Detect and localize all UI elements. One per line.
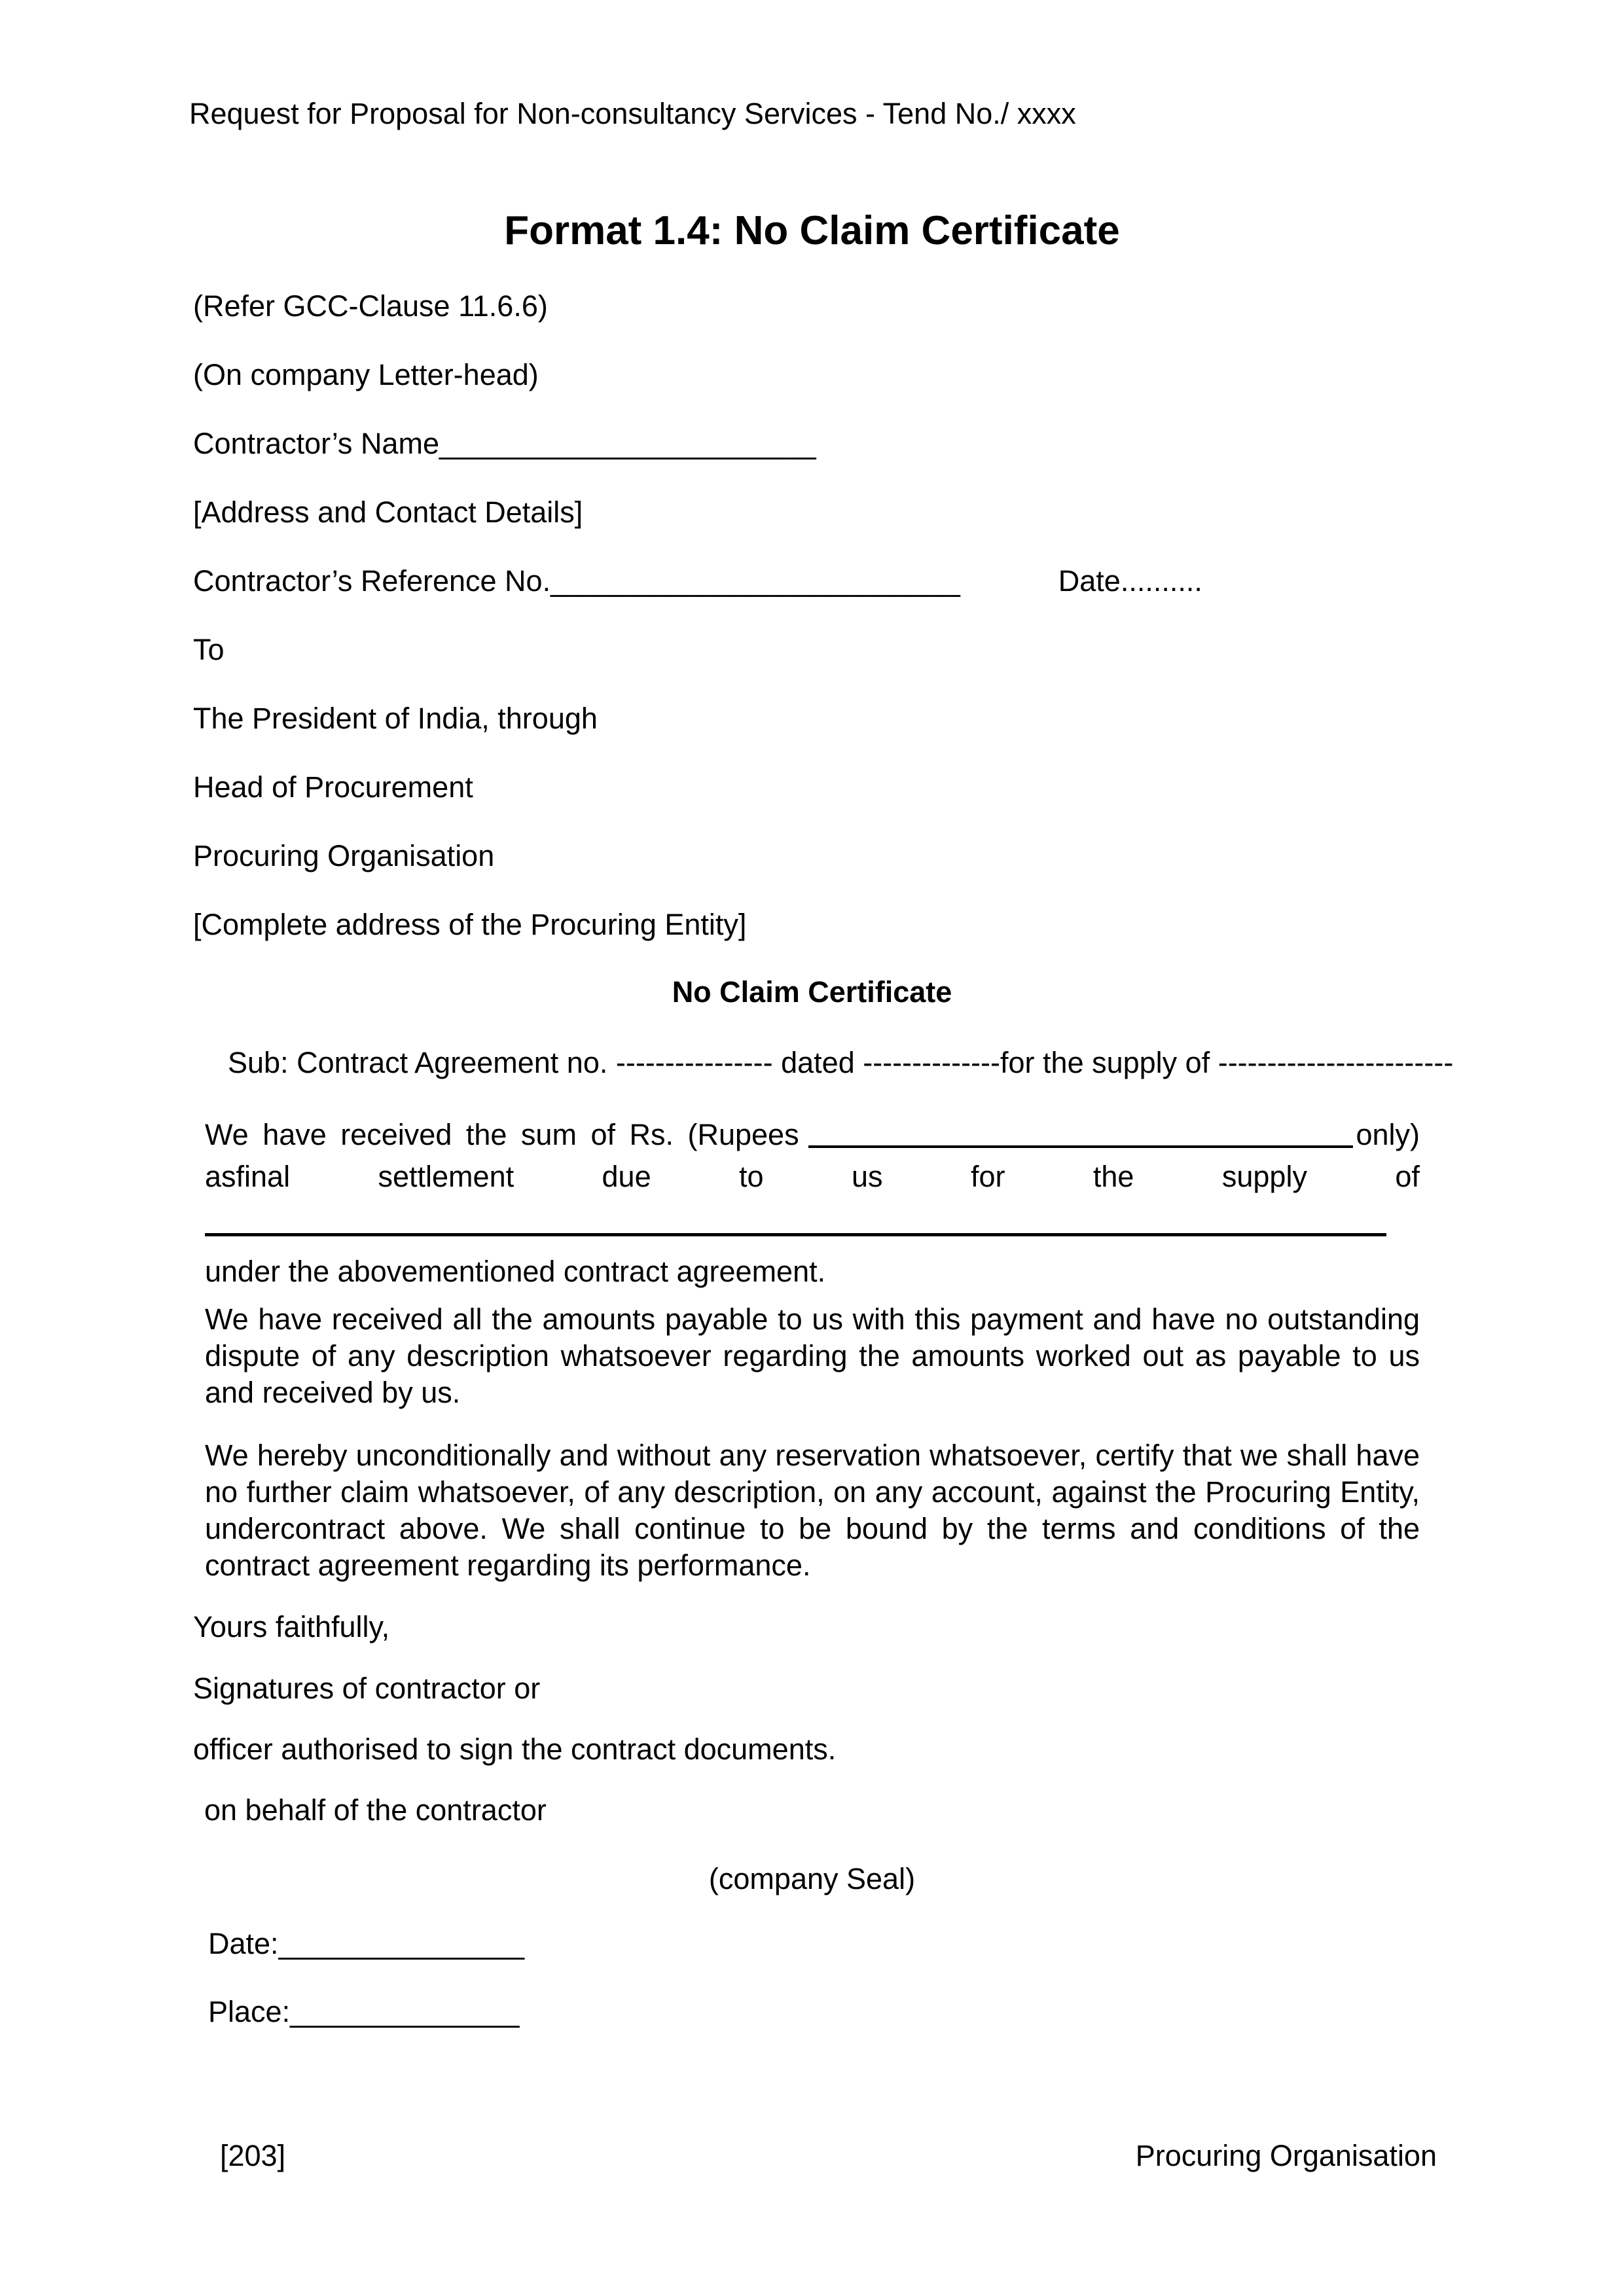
date-blank-line: _______________ (278, 1927, 524, 1960)
addressee-president-line: The President of India, through (193, 702, 598, 735)
letterhead-line: (On company Letter-head) (193, 358, 539, 391)
closing-yours-faithfully: Yours faithfully, (193, 1610, 390, 1643)
contractor-name-row (193, 425, 816, 462)
contractor-name-label: Contractor’s Name (193, 427, 439, 460)
addressee-address-line: [Complete address of the Procuring Entity] (193, 908, 747, 941)
contractor-reference-label: Contractor’s Reference No. (193, 564, 551, 598)
spread-word: due (602, 1160, 651, 1193)
refer-clause-line: (Refer GCC-Clause 11.6.6) (193, 289, 548, 323)
amount-in-words-blank (808, 1145, 1354, 1148)
addressee-organisation-line: Procuring Organisation (193, 839, 495, 872)
contractor-name-blank: _______________________ (439, 427, 816, 460)
rupees-line-suffix: only) (1356, 1118, 1420, 1151)
date-dots: Date.......... (1058, 564, 1202, 598)
place-label: Place: (208, 1995, 291, 2028)
amounts-payable-paragraph: We have received all the amounts payable to us with this payment and have no outstanding dispute of any description whatsoever regarding the amounts worked out as payable to us and received by us. (205, 1302, 1420, 1409)
footer-organisation: Procuring Organisation (1135, 2139, 1437, 2172)
salutation-to: To (193, 633, 225, 666)
signature-line-2: officer authorised to sign the contract documents. (193, 1732, 837, 1766)
spread-word: us (852, 1160, 883, 1193)
date-label: Date: (208, 1927, 279, 1960)
spread-word: supply (1221, 1160, 1307, 1193)
contractor-reference-blank: _________________________ (550, 564, 960, 598)
date-row (208, 1926, 524, 1962)
contractor-reference-row (193, 563, 1202, 600)
running-header: Request for Proposal for Non-consultancy Services - Tend No./ xxxx (189, 97, 1076, 130)
spread-word: asfinal (205, 1160, 291, 1193)
received-sum-paragraph (205, 1117, 1420, 1290)
spread-word: the (1092, 1160, 1134, 1193)
place-blank-line: ______________ (290, 1995, 520, 2028)
place-row (208, 1994, 519, 2030)
footer-page-number: [203] (220, 2139, 286, 2172)
settlement-words-line (205, 1158, 1420, 1195)
spread-word: settlement (378, 1160, 514, 1193)
signature-line-1: Signatures of contractor or (193, 1672, 541, 1705)
under-contract-line: under the abovementioned contract agreement. (205, 1255, 826, 1288)
addressee-head-line: Head of Procurement (193, 770, 473, 804)
no-further-claim-paragraph: We hereby unconditionally and without any reservation whatsoever, certify that we shall have no further claim whatsoever, of any description, on any account, against the Procuring Entity, undercontract above. We shall continue to be bound by the terms and conditions of the contract agreement regarding its performance. (205, 1439, 1420, 1582)
rupees-line (205, 1117, 1420, 1153)
spread-word: to (739, 1160, 764, 1193)
rupees-line-prefix: We have received the sum of Rs. (Rupees (205, 1118, 799, 1151)
certificate-heading: No Claim Certificate (672, 975, 952, 1009)
spread-word: of (1395, 1160, 1420, 1193)
address-details-line: [Address and Contact Details] (193, 495, 583, 529)
signature-line-3: on behalf of the contractor (204, 1793, 547, 1827)
company-seal-line: (company Seal) (708, 1862, 916, 1895)
supply-blank-rule (205, 1233, 1386, 1236)
subject-line: Sub: Contract Agreement no. ---------------- dated --------------for the supply of ------------------------ (228, 1046, 1454, 1079)
page-title: Format 1.4: No Claim Certificate (504, 208, 1120, 253)
spread-word: for (970, 1160, 1005, 1193)
